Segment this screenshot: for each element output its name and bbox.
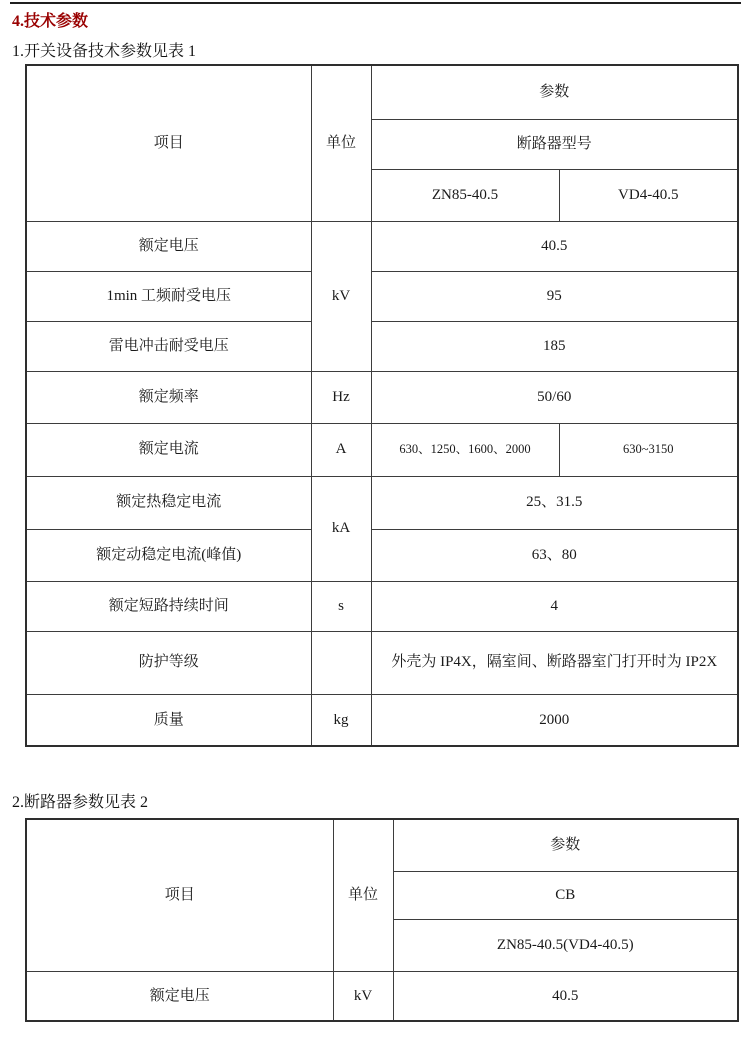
table1-row-unit: kg: [311, 694, 371, 746]
table1-row-unit: s: [311, 581, 371, 631]
section-2-label: 2.断路器参数见表 2: [12, 794, 149, 811]
table1-header-param: 参数: [371, 65, 738, 119]
table-row: [26, 271, 738, 321]
table-row: [26, 221, 738, 271]
table2-header-item: 项目: [26, 819, 333, 971]
table-row: [26, 321, 738, 371]
table1-row-unit: kA: [311, 476, 371, 581]
table-row: [26, 423, 738, 476]
table1-header-item: 项目: [26, 65, 311, 221]
table2-header-model: ZN85-40.5(VD4-40.5): [393, 919, 738, 971]
table1-row-item: 质量: [26, 694, 311, 746]
table1-row-unit: A: [311, 423, 371, 476]
table1-row-item: 额定热稳定电流: [26, 476, 311, 529]
table1-row-value: 2000: [371, 694, 738, 746]
table1-row-item: 额定短路持续时间: [26, 581, 311, 631]
table1-row-value: 外壳为 IP4X，隔室间、断路器室门打开时为 IP2X: [371, 631, 738, 694]
table1-row-value: 50/60: [371, 371, 738, 423]
table-row: [26, 631, 738, 694]
table1-row-item: 额定频率: [26, 371, 311, 423]
table2-header-unit: 单位: [333, 819, 393, 971]
table1-row-unit: Hz: [311, 371, 371, 423]
page-top-rule: [10, 2, 741, 4]
table1-row-value: 63、80: [371, 529, 738, 581]
table1-header-unit: 单位: [311, 65, 371, 221]
table1-row-value: 95: [371, 271, 738, 321]
table2-header-param: 参数: [393, 819, 738, 871]
table1-row-item: 额定电流: [26, 423, 311, 476]
table-row: [26, 694, 738, 746]
section-1-label: 1.开关设备技术参数见表 1: [12, 43, 197, 60]
table1-header-model-b: VD4-40.5: [559, 169, 738, 221]
table1-row-item: 防护等级: [26, 631, 311, 694]
table1-row-value: 185: [371, 321, 738, 371]
table-row: [26, 971, 738, 1021]
table1-row-value-model-a: 630、1250、1600、2000: [371, 423, 559, 476]
page-title: 4.技术参数: [12, 13, 89, 30]
table1-row-item: 额定电压: [26, 221, 311, 271]
table-row: [26, 476, 738, 529]
table1-row-unit: kV: [311, 221, 371, 371]
circuit-breaker-parameters-table: [25, 818, 739, 1022]
table-row: [26, 371, 738, 423]
table2-row-value: 40.5: [393, 971, 738, 1021]
table1-row-item: 额定动稳定电流(峰值): [26, 529, 311, 581]
table1-row-item: 1min 工频耐受电压: [26, 271, 311, 321]
table1-row-value: 4: [371, 581, 738, 631]
table-row: [26, 581, 738, 631]
table1-header-model-a: ZN85-40.5: [371, 169, 559, 221]
table1-row-value: 40.5: [371, 221, 738, 271]
table1-header-breaker-model: 断路器型号: [371, 119, 738, 169]
switchgear-parameters-table: [25, 64, 739, 747]
table1-row-value: 25、31.5: [371, 476, 738, 529]
table1-row-item: 雷电冲击耐受电压: [26, 321, 311, 371]
table-row: [26, 529, 738, 581]
table1-row-value-model-b: 630~3150: [559, 423, 738, 476]
table-row: [26, 819, 738, 871]
table2-row-item: 额定电压: [26, 971, 333, 1021]
table-row: [26, 65, 738, 119]
table1-row-unit: [311, 631, 371, 694]
table2-header-type: CB: [393, 871, 738, 919]
table2-row-unit: kV: [333, 971, 393, 1021]
